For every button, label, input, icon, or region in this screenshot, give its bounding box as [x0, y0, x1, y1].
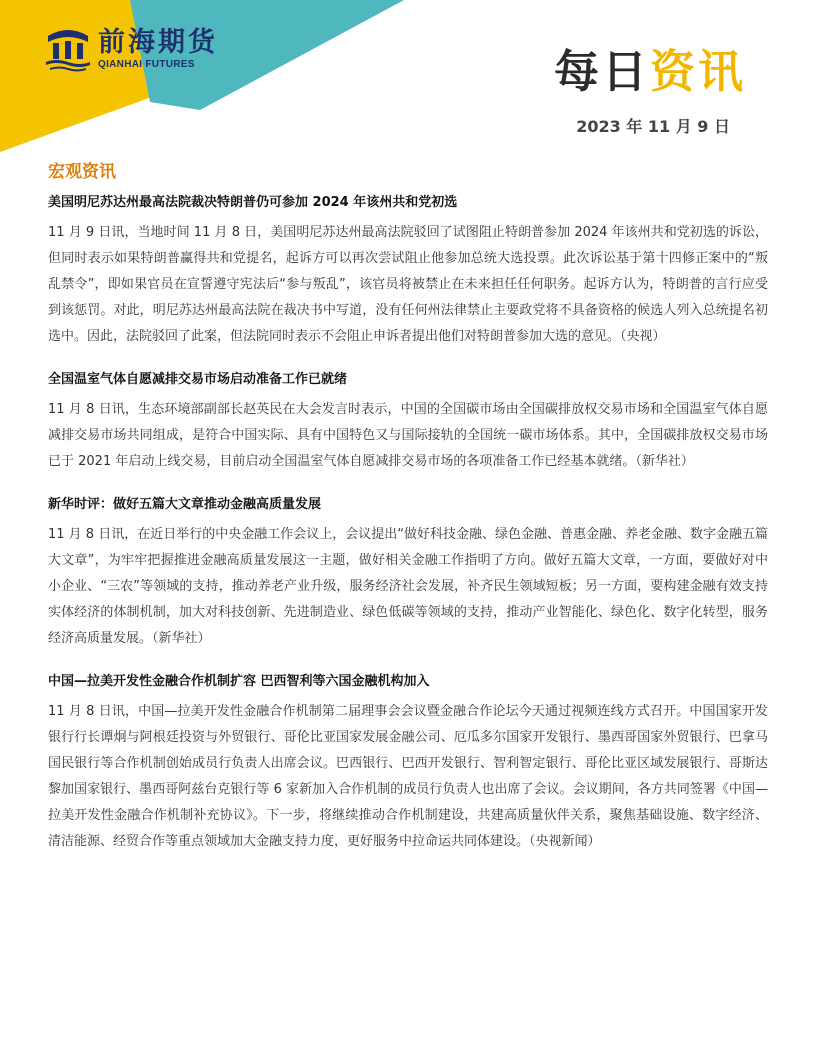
article-title: 新华时评：做好五篇大文章推动金融高质量发展	[48, 497, 322, 512]
content-area	[48, 160, 768, 876]
section-title: 宏观资讯	[48, 162, 116, 182]
page-title-part1: 每日	[553, 45, 650, 98]
logo-mark-icon	[44, 26, 92, 72]
article-title: 美国明尼苏达州最高法院裁决特朗普仍可参加 2024 年该州共和党初选	[48, 195, 458, 210]
article-body: 11 月 9 日讯，当地时间 11 月 8 日，美国明尼苏达州最高法院驳回了试图阻止特朗普参加 2024 年该州共和党初选的诉讼，但同时表示如果特朗普赢得共和党提名，起诉方可以再次尝试阻止他参加总统大选投票。此次诉讼基于第十四修正案中的“叛乱禁令”，即如果官员在宣誓遵守宪法后“参与叛乱”，该官员将被禁止在未来担任任何职务。起诉方认为，特朗普的言行应受到该惩罚。对此，明尼苏达州最高法院在裁决书中写道，没有任何州法律禁止主要政党将不具备资格的候选人列入总统提名初选中。因此，法院驳回了此案，但法院同时表示不会阻止申诉者提出他们对特朗普参加大选的意见。（央视）	[48, 225, 768, 344]
article-1	[48, 194, 768, 350]
logo-chinese-name: 前海期货	[98, 27, 218, 58]
article-body: 11 月 8 日讯，在近日举行的中央金融工作会议上，会议提出“做好科技金融、绿色金融、普惠金融、养老金融、数字金融五篇大文章”，为牢牢把握推进金融高质量发展这一主题，做好相关金融工作指明了方向。做好五篇大文章，一方面，要做好对中小企业、“三农”等领域的支持，推动养老产业升级，服务经济社会发展，补齐民生领域短板；另一方面，要构建金融有效支持实体经济的体制机制，加大对科技创新、先进制造业、绿色低碳等领域的支持，推动产业智能化、绿色化、数字化转型，服务经济高质量发展。（新华社）	[48, 527, 768, 646]
article-title: 全国温室气体自愿减排交易市场启动准备工作已就绪	[48, 372, 348, 387]
page-title	[554, 44, 746, 100]
company-logo	[44, 26, 218, 72]
article-body: 11 月 8 日讯，生态环境部副部长赵英民在大会发言时表示，中国的全国碳市场由全国碳排放权交易市场和全国温室气体自愿减排交易市场共同组成，是符合中国实际、具有中国特色又与国际接轨的全国统一碳市场体系。其中，全国碳排放权交易市场已于 2021 年启动上线交易，目前启动全国温室气体自愿减排交易市场的各项准备工作已经基本就绪。（新华社）	[48, 402, 768, 469]
page-title-part2: 资讯	[649, 45, 746, 98]
article-3	[48, 496, 768, 652]
logo-text	[98, 28, 218, 70]
article-4	[48, 673, 768, 855]
report-date: 2023 年 11 月 9 日	[576, 117, 730, 136]
logo-english-name: QIANHAI FUTURES	[98, 59, 195, 70]
article-2	[48, 371, 768, 475]
article-body: 11 月 8 日讯，中国—拉美开发性金融合作机制第二届理事会会议暨金融合作论坛今天通过视频连线方式召开。中国国家开发银行行长谭炯与阿根廷投资与外贸银行、哥伦比亚国家发展金融公司、厄瓜多尔国家开发银行、墨西哥国家外贸银行、巴拿马国民银行等合作机制创始成员行负责人出席会议。巴西银行、巴西开发银行、智利智定银行、哥伦比亚区域发展银行、哥斯达黎加国家银行、墨西哥阿兹台克银行等 6 家新加入合作机制的成员行负责人也出席了会议。会议期间，各方共同签署《中国—拉美开发性金融合作机制补充协议》。下一步，将继续推动合作机制建设，共建高质量伙伴关系，聚焦基础设施、数字经济、清洁能源、经贸合作等重点领域加大金融支持力度，更好服务中拉命运共同体建设。（央视新闻）	[48, 704, 768, 849]
article-title: 中国—拉美开发性金融合作机制扩容 巴西智利等六国金融机构加入	[48, 674, 430, 689]
